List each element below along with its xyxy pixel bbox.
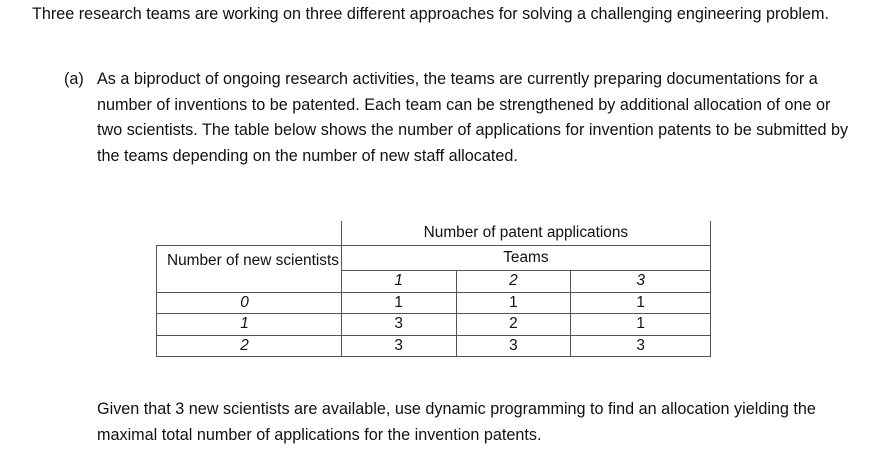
row-header-scientists: Number of new scientists	[157, 246, 342, 293]
scientists-count-cell: 0	[157, 292, 342, 314]
scientists-count-cell: 1	[157, 314, 342, 336]
table-cell: 3	[456, 335, 571, 357]
team-header-2: 2	[456, 271, 571, 293]
question-paragraph: Given that 3 new scientists are available, use dynamic programming to find an allocation yielding the maximal total number of applications for the invention patents.	[97, 400, 816, 444]
table-row	[157, 292, 711, 314]
table-cell: 1	[571, 314, 711, 336]
table-cell: 1	[456, 292, 571, 314]
table-cell: 3	[341, 335, 456, 357]
scientists-count-cell: 2	[157, 335, 342, 357]
part-a-marker: (a)	[64, 70, 84, 88]
table-cell: 1	[341, 292, 456, 314]
team-header-1: 1	[341, 271, 456, 293]
patent-applications-table	[156, 221, 711, 357]
table-row	[157, 314, 711, 336]
teams-header: Teams	[341, 246, 710, 271]
table-cell: 3	[341, 314, 456, 336]
part-a	[64, 67, 854, 169]
part-a-text: As a biproduct of ongoing research activities, the teams are currently preparing documentations for a number of inventions to be patented. Each team can be strengthened by additional allocation of one or two scientists. The table below shows the number of applications for invention patents to be submitted by the teams depending on the number of new staff allocated.	[97, 70, 849, 165]
intro-paragraph: Three research teams are working on three different approaches for solving a challenging engineering problem.	[32, 5, 829, 23]
table-caption: Number of patent applications	[341, 221, 710, 246]
table-cell: 2	[456, 314, 571, 336]
team-header-3: 3	[571, 271, 711, 293]
table-row	[157, 335, 711, 357]
table-cell: 1	[571, 292, 711, 314]
table-cell: 3	[571, 335, 711, 357]
